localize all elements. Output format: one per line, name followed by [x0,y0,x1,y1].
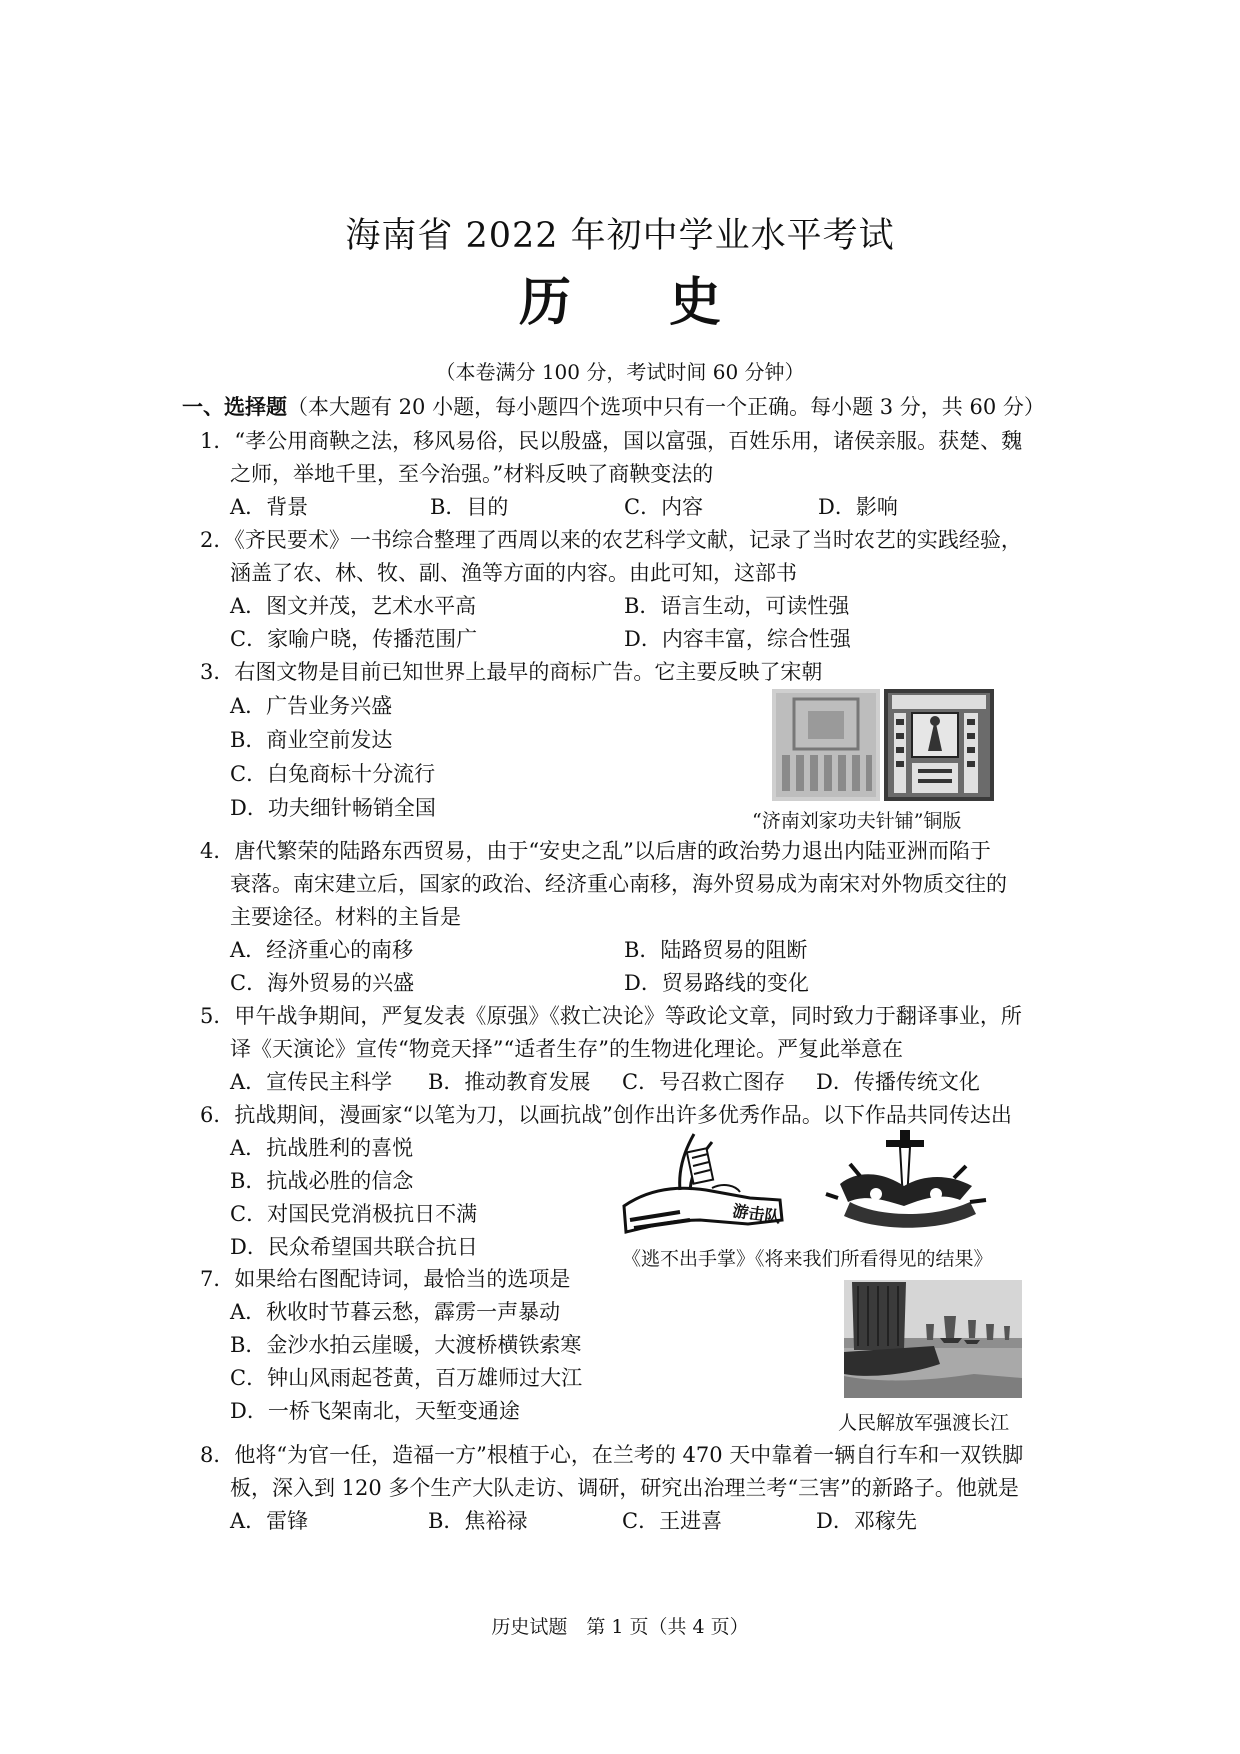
q1-line1: 1．“孝公用商鞅之法，移风易俗，民以殷盛，国以富强，百姓乐用，诸侯亲服。获楚、魏 [200,429,1023,453]
q4-line3: 主要途径。材料的主旨是 [230,905,461,929]
q1-option-a: A．背景 [230,495,309,519]
q7-line1: 7．如果给右图配诗词，最恰当的选项是 [200,1267,571,1291]
q4-option-c: C．海外贸易的兴盛 [230,971,415,995]
q3-line1: 3．右图文物是目前已知世界上最早的商标广告。它主要反映了宋朝 [200,660,823,684]
section-desc: （本大题有 20 小题，每小题四个选项中只有一个正确。每小题 3 分，共 60 分） [287,395,1045,419]
q6-option-a: A．抗战胜利的喜悦 [230,1136,414,1160]
q1-option-b: B．目的 [430,495,509,519]
q4-option-d: D．贸易路线的变化 [624,971,809,995]
q8-option-a: A．雷锋 [230,1509,309,1533]
q6-option-c: C．对国民党消极抗日不满 [230,1202,478,1226]
q2-option-a: A．图文并茂，艺术水平高 [230,594,477,618]
q5-option-d: D．传播传统文化 [816,1070,980,1094]
q3-option-a: A．广告业务兴盛 [230,694,393,718]
q4-line2: 衰落。南宋建立后，国家的政治、经济重心南移，海外贸易成为南宋对外物质交往的 [230,872,1007,896]
q3-caption: “济南刘家功夫针铺”铜版 [752,810,962,832]
q3-option-b: B．商业空前发达 [230,728,393,752]
q5-option-c: C．号召救亡图存 [622,1070,786,1094]
q7-option-c: C．钟山风雨起苍黄，百万雄师过大江 [230,1366,583,1390]
q2-line1: 2．《齐民要术》一书综合整理了西周以来的农艺科学文献，记录了当时农艺的实践经验， [200,528,1022,552]
q2-line2: 涵盖了农、林、牧、副、渔等方面的内容。由此可知，这部书 [230,561,797,585]
q2-option-b: B．语言生动，可读性强 [624,594,850,618]
cartoon-hand-image [620,1128,790,1238]
page-footer: 历史试题 第 1 页（共 4 页） [491,1616,749,1638]
q6-option-b: B．抗战必胜的信念 [230,1169,414,1193]
q7-option-d: D．一桥飞架南北，天堑变通途 [230,1399,520,1423]
q7-option-a: A．秋收时节暮云愁，霹雳一声暴动 [230,1300,561,1324]
q5-option-b: B．推动教育发展 [428,1070,591,1094]
q4-option-b: B．陆路贸易的阻断 [624,938,808,962]
exam-subject: 历 史 [518,272,762,333]
q4-line1: 4．唐代繁荣的陆路东西贸易，由于“安史之乱”以后唐的政治势力退出内陆亚洲而陷于 [200,839,991,863]
q8-line1: 8．他将“为官一任，造福一方”根植于心，在兰考的 470 天中靠着一辆自行车和一双铁脚 [200,1443,1024,1467]
q5-line2: 译《天演论》宣传“物竞天择”“适者生存”的生物进化理论。严复此举意在 [230,1037,903,1061]
q8-option-b: B．焦裕禄 [428,1509,528,1533]
exam-note: （本卷满分 100 分，考试时间 60 分钟） [435,360,805,384]
copper-plate-image [772,689,994,801]
q7-option-b: B．金沙水拍云崖暖，大渡桥横铁索寒 [230,1333,582,1357]
cartoon-sword-image [820,1128,990,1238]
q2-option-d: D．内容丰富，综合性强 [624,627,851,651]
q3-option-d: D．功夫细针畅销全国 [230,796,436,820]
section-heading: 一、选择题 [182,394,287,419]
q3-option-c: C．白兔商标十分流行 [230,762,436,786]
q5-option-a: A．宣传民主科学 [230,1070,393,1094]
yangtze-crossing-photo [844,1280,1022,1398]
q1-option-c: C．内容 [624,495,704,519]
q2-option-c: C．家喻户晓，传播范围广 [230,627,478,651]
q7-caption: 人民解放军强渡长江 [838,1412,1010,1434]
q6-option-d: D．民众希望国共联合抗日 [230,1235,478,1259]
q6-caption: 《逃不出手掌》《将来我们所看得见的结果》 [622,1248,993,1270]
q1-line2: 之师，举地千里，至今治强。”材料反映了商鞅变法的 [230,462,714,486]
q8-option-d: D．邓稼先 [816,1509,917,1533]
q8-line2: 板，深入到 120 多个生产大队走访、调研，研究出治理兰考“三害”的新路子。他就是 [230,1476,1019,1500]
section-heading-line [182,392,1045,422]
cartoon-hand-label: 游击队 [731,1201,782,1227]
q4-option-a: A．经济重心的南移 [230,938,414,962]
q8-option-c: C．王进喜 [622,1509,723,1533]
exam-title: 海南省 2022 年初中学业水平考试 [345,216,895,256]
q1-option-d: D．影响 [818,495,898,519]
q6-line1: 6．抗战期间，漫画家“以笔为刀，以画抗战”创作出许多优秀作品。以下作品共同传达出 [200,1103,1012,1127]
q5-line1: 5．甲午战争期间，严复发表《原强》《救亡决论》等政论文章，同时致力于翻译事业，所 [200,1004,1022,1028]
